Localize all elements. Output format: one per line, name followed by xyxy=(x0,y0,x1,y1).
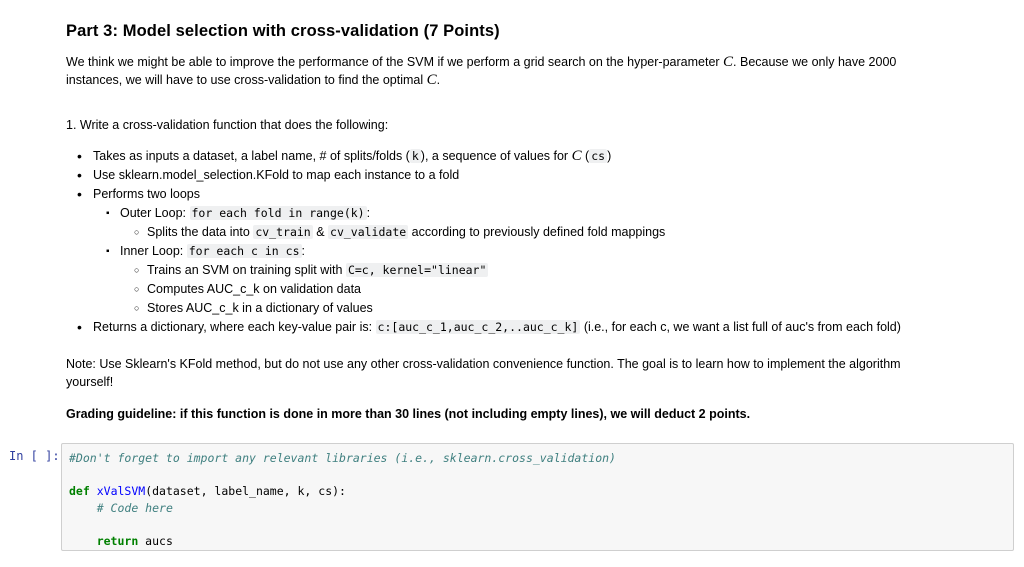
grading-guideline: Grading guideline: if this function is done in more than 30 lines (not including empty lines), we will deduct 2 points. xyxy=(66,407,751,421)
text: ( xyxy=(581,149,590,163)
code-cv-train: cv_train xyxy=(255,225,311,239)
math-c: C xyxy=(426,72,437,88)
text: : xyxy=(301,244,305,258)
code-return-format: c:[auc_c_1,auc_c_2,..auc_c_k] xyxy=(377,320,579,334)
text: Returns a dictionary, where each key-value pair is: xyxy=(93,320,376,334)
note-line-2: yourself! xyxy=(66,375,114,389)
code-cv-validate: cv_validate xyxy=(330,225,407,239)
text: ) xyxy=(607,149,612,163)
math-c: C xyxy=(723,54,734,70)
intro-line-1 xyxy=(66,53,896,71)
text: ), a sequence of values for xyxy=(420,149,572,163)
keyword-return: return xyxy=(96,533,139,548)
cell-prompt: In [ ]: xyxy=(9,449,60,463)
list-item-trains xyxy=(147,261,901,280)
code-outer-loop: for each fold in range(k) xyxy=(191,206,365,220)
code-inner-loop: for each c in cs xyxy=(188,244,300,258)
list-item-split xyxy=(147,223,901,242)
intro-text: . Because we only have 2000 xyxy=(733,55,897,69)
requirements-list xyxy=(93,147,901,337)
step-1-text: 1. Write a cross-validation function that does the following: xyxy=(66,118,389,132)
intro-text: . xyxy=(436,73,441,87)
text: Trains an SVM on training split with xyxy=(147,263,346,277)
text: Inner Loop: xyxy=(120,244,187,258)
intro-line-2 xyxy=(66,71,440,89)
text: & xyxy=(312,225,329,239)
code-comment: # Code here xyxy=(96,500,173,515)
text: Splits the data into xyxy=(147,225,254,239)
text: according to previously defined fold mappings xyxy=(408,225,666,239)
code-editor[interactable] xyxy=(69,450,616,549)
list-item-takes xyxy=(93,147,901,166)
intro-text: instances, we will have to use cross-validation to find the optimal xyxy=(66,73,427,87)
code-k: k xyxy=(411,149,419,163)
text: Takes as inputs a dataset, a label name, # of splits/folds ( xyxy=(93,149,410,163)
keyword-def: def xyxy=(69,484,90,498)
code-cs: cs xyxy=(591,149,606,163)
return-value: aucs xyxy=(138,533,173,548)
section-heading: Part 3: Model selection with cross-validation (7 Points) xyxy=(66,22,500,40)
function-name: xValSVM xyxy=(96,484,146,498)
code-comment: #Don't forget to import any relevant libraries (i.e., sklearn.cross_validation) xyxy=(69,451,616,465)
text: (i.e., for each c, we want a list full of auc's from each fold) xyxy=(580,320,901,334)
code-cell[interactable] xyxy=(61,443,1014,551)
list-item-returns xyxy=(93,318,901,337)
list-item-stores: ○ Stores AUC_c_k in a dictionary of values xyxy=(147,299,901,318)
function-signature: (dataset, label_name, k, cs): xyxy=(145,484,346,498)
text: : xyxy=(366,206,371,220)
list-item-computes: ○ Computes AUC_c_k on validation data xyxy=(147,280,901,299)
note-line-1: Note: Use Sklearn's KFold method, but do not use any other cross-validation convenience function. The goal is to learn how to implement the algorithm xyxy=(66,357,901,371)
list-item-outer-loop xyxy=(120,204,901,223)
math-c: C xyxy=(571,148,582,164)
code-svm-args: C=c, kernel="linear" xyxy=(347,263,487,277)
text: Outer Loop: xyxy=(120,206,190,220)
list-item-kfold: • Use sklearn.model_selection.KFold to map each instance to a fold xyxy=(93,166,901,185)
list-item-loops: • Performs two loops xyxy=(93,185,901,204)
intro-text: We think we might be able to improve the performance of the SVM if we perform a grid search on the hyper-parameter xyxy=(66,55,724,69)
list-item-inner-loop xyxy=(120,242,901,261)
